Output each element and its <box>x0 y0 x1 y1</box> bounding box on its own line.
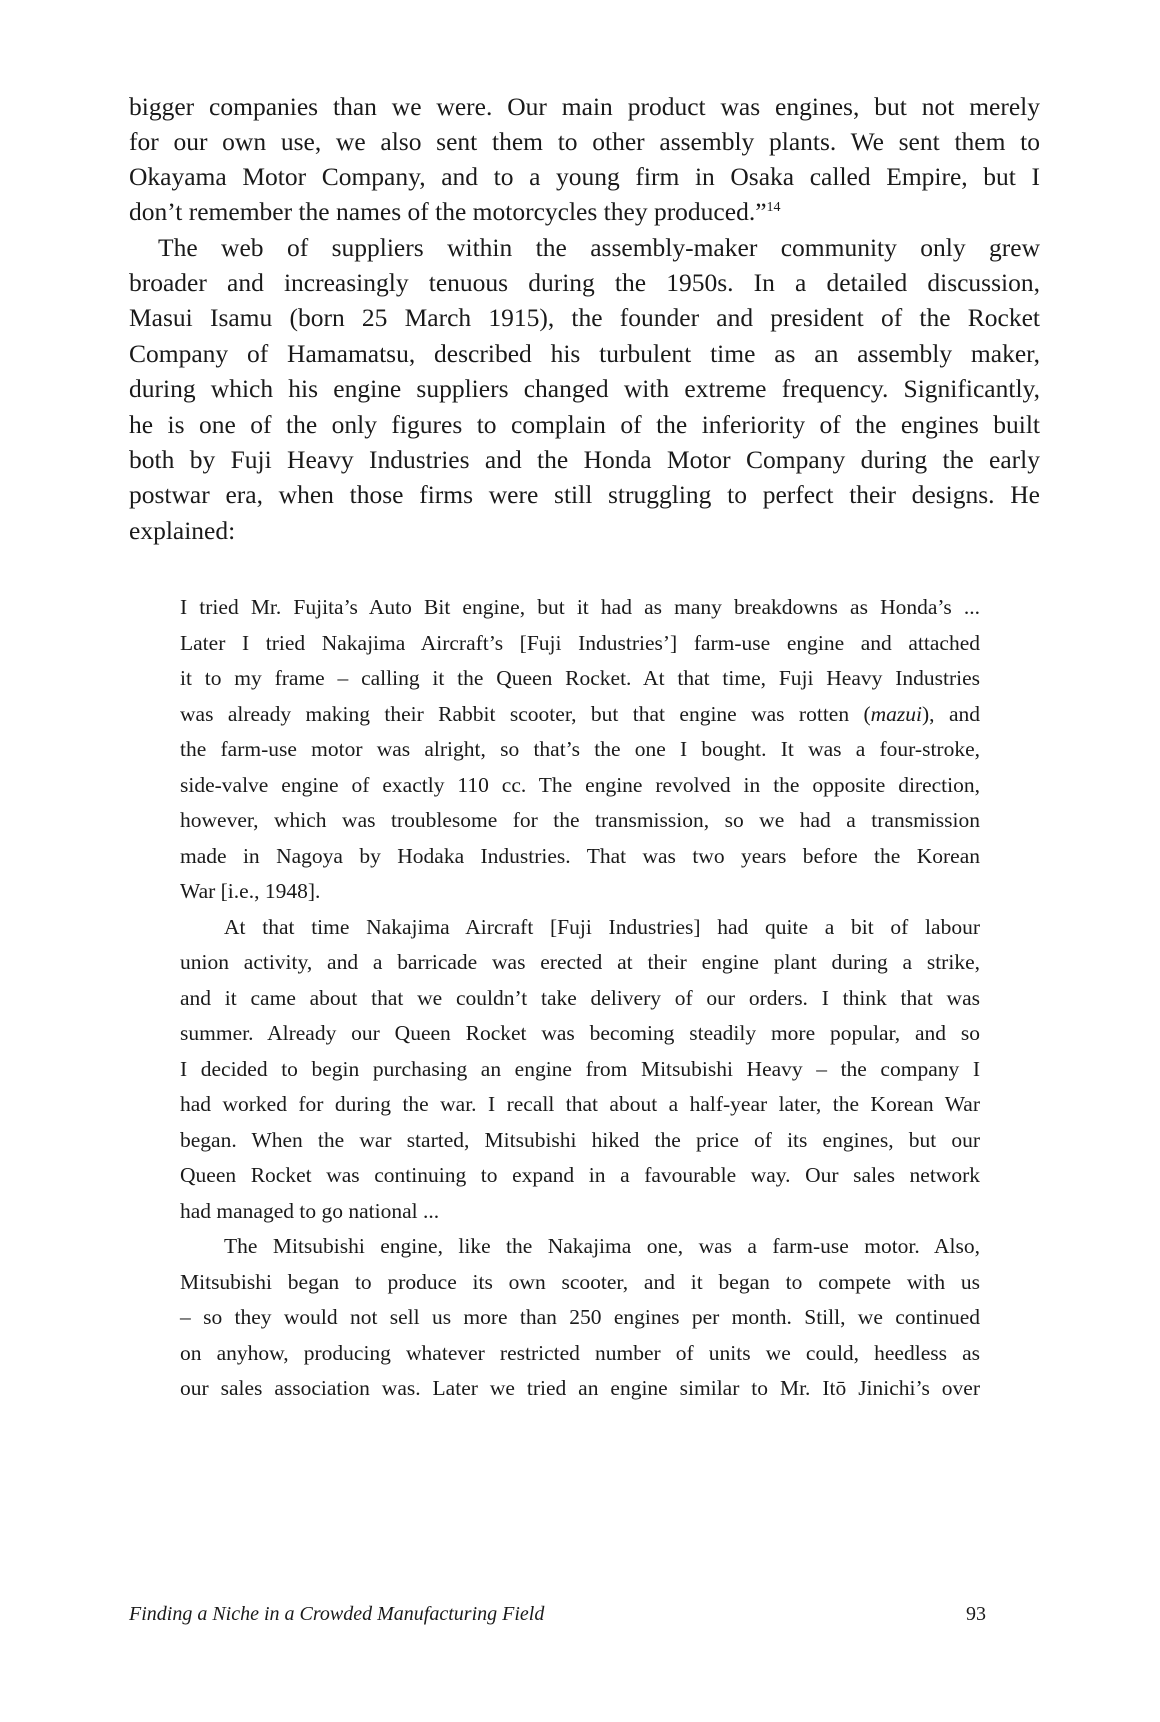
quote-line: had worked for during the war. I recall that about a half-year later, the Korean War <box>180 1092 980 1116</box>
quote-line: and it came about that we couldn’t take delivery of our orders. I think that was <box>180 986 980 1010</box>
body-line: Masui Isamu (born 25 March 1915), the founder and president of the Rocket <box>129 303 1040 332</box>
quote-line: At that time Nakajima Aircraft [Fuji Industries] had quite a bit of labour <box>224 915 980 939</box>
quote-line: our sales association was. Later we tried an engine similar to Mr. Itō Jinichi’s over <box>180 1376 980 1400</box>
quote-line: The Mitsubishi engine, like the Nakajima one, was a farm-use motor. Also, <box>224 1234 980 1258</box>
quote-line: Queen Rocket was continuing to expand in a favourable way. Our sales network <box>180 1163 980 1187</box>
running-footer-title: Finding a Niche in a Crowded Manufacturing Field <box>129 1603 545 1625</box>
body-line: during which his engine suppliers changed with extreme frequency. Significantly, <box>129 374 1040 403</box>
body-line: The web of suppliers within the assembly-maker community only grew <box>158 233 1040 262</box>
quote-line: had managed to go national ... <box>180 1199 440 1223</box>
quote-line <box>180 704 980 726</box>
quote-line: however, which was troublesome for the transmission, so we had a transmission <box>180 808 980 832</box>
quote-line: I decided to begin purchasing an engine from Mitsubishi Heavy – the company I <box>180 1057 980 1081</box>
body-line <box>129 199 1040 225</box>
body-line: Okayama Motor Company, and to a young firm in Osaka called Empire, but I <box>129 162 1040 191</box>
quote-line: Later I tried Nakajima Aircraft’s [Fuji Industries’] farm-use engine and attached <box>180 631 980 655</box>
body-line: postwar era, when those firms were still struggling to perfect their designs. He <box>129 480 1040 509</box>
footnote-ref[interactable]: 14 <box>766 200 781 215</box>
quote-line: union activity, and a barricade was erected at their engine plant during a strike, <box>180 950 980 974</box>
quote-line: side-valve engine of exactly 110 cc. The engine revolved in the opposite direction, <box>180 773 980 797</box>
quote-line: Mitsubishi began to produce its own scooter, and it began to compete with us <box>180 1270 980 1294</box>
body-line: Company of Hamamatsu, described his turbulent time as an assembly maker, <box>129 339 1040 368</box>
quote-line: made in Nagoya by Hodaka Industries. That was two years before the Korean <box>180 844 980 868</box>
quote-italic-term: mazui <box>870 702 923 726</box>
body-line: broader and increasingly tenuous during the 1950s. In a detailed discussion, <box>129 268 1040 297</box>
body-line: both by Fuji Heavy Industries and the Honda Motor Company during the early <box>129 445 1040 474</box>
body-line: explained: <box>129 516 236 545</box>
body-line-text: don’t remember the names of the motorcycles they produced.” <box>129 197 767 226</box>
page-number: 93 <box>966 1603 986 1625</box>
quote-text: ), and <box>922 702 980 726</box>
quote-line: on anyhow, producing whatever restricted number of units we could, heedless as <box>180 1341 980 1365</box>
quote-line: began. When the war started, Mitsubishi hiked the price of its engines, but our <box>180 1128 980 1152</box>
quote-line: I tried Mr. Fujita’s Auto Bit engine, but it had as many breakdowns as Honda’s ... <box>180 595 980 619</box>
quote-line: the farm-use motor was alright, so that’s the one I bought. It was a four-stroke, <box>180 737 980 761</box>
quote-line: summer. Already our Queen Rocket was becoming steadily more popular, and so <box>180 1021 980 1045</box>
body-line: bigger companies than we were. Our main product was engines, but not merely <box>129 92 1040 121</box>
body-line: for our own use, we also sent them to other assembly plants. We sent them to <box>129 127 1040 156</box>
quote-line: it to my frame – calling it the Queen Rocket. At that time, Fuji Heavy Industries <box>180 666 980 690</box>
body-line: he is one of the only figures to complain of the inferiority of the engines built <box>129 410 1040 439</box>
quote-text: was already making their Rabbit scooter, but that engine was rotten ( <box>180 702 871 726</box>
quote-line: War [i.e., 1948]. <box>180 879 321 903</box>
quote-line: – so they would not sell us more than 250 engines per month. Still, we continued <box>180 1305 980 1329</box>
